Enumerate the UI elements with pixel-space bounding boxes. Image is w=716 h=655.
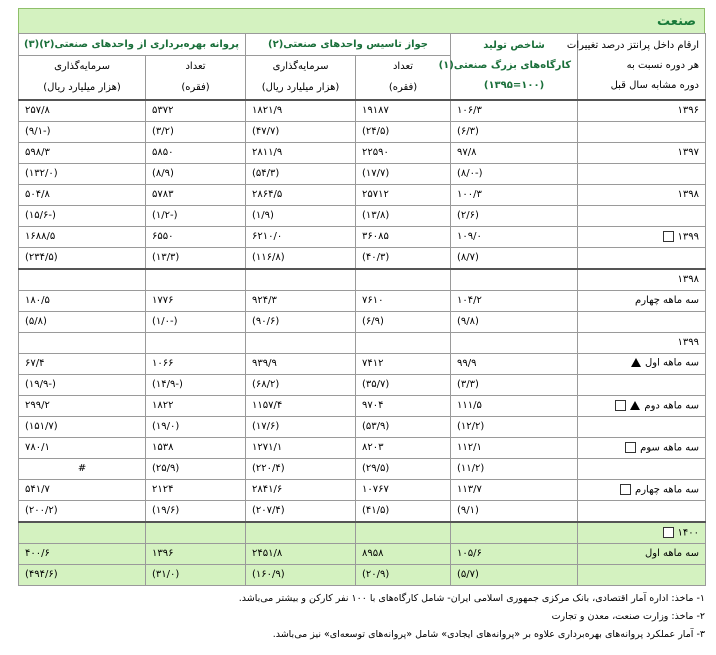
cell-production-index: (۸/۷) [451, 247, 578, 269]
cell-est-investment: ۶۲۱۰/۰ [246, 226, 356, 247]
cell-est-investment: ۲۸۴۱/۶ [246, 479, 356, 500]
cell-op-count: (۳/۲) [146, 121, 246, 142]
row-label [578, 395, 706, 416]
cell-production-index [451, 522, 578, 544]
row-label-text: سه ماهه سوم [640, 442, 700, 454]
cell-op-count: (۲۵/۹) [146, 458, 246, 479]
cell-op-investment: # [19, 458, 146, 479]
cell-production-index: ۱۰۶/۳ [451, 100, 578, 122]
row-label-text: سه ماهه اول [645, 547, 700, 559]
table-row [19, 479, 706, 500]
cell-est-investment: (۱/۹) [246, 205, 356, 226]
row-label [578, 353, 706, 374]
cell-op-count: (۳۱/۰) [146, 564, 246, 585]
percent-change-row [19, 564, 706, 585]
cell-op-count: ۵۸۵۰ [146, 142, 246, 163]
cell-est-investment [246, 522, 356, 544]
row-label [578, 247, 706, 269]
cell-est-investment: (۵۴/۳) [246, 163, 356, 184]
year-row [19, 269, 706, 291]
cell-est-count: (۱۷/۷) [356, 163, 451, 184]
cell-est-count: ۹۷۰۴ [356, 395, 451, 416]
header-pi-line2: کارگاه‌های بزرگ صنعتی(۱) [438, 60, 572, 72]
cell-est-investment: (۱۶۰/۹) [246, 564, 356, 585]
cell-op-investment: ۶۷/۴ [19, 353, 146, 374]
cell-est-count: (۲۹/۵) [356, 458, 451, 479]
row-label [578, 543, 706, 564]
table-row [19, 437, 706, 458]
checkbox-square-icon [615, 400, 626, 411]
cell-est-investment: ۹۳۹/۹ [246, 353, 356, 374]
row-label [578, 332, 706, 353]
cell-op-investment: ۷۸۰/۱ [19, 437, 146, 458]
header-pi-line1: شاخص تولید [483, 40, 545, 52]
row-label-text: سه ماهه دوم [644, 400, 700, 412]
cell-production-index [451, 332, 578, 353]
table-row [19, 543, 706, 564]
cell-est-investment: (۲۰۷/۴) [246, 500, 356, 522]
cell-op-count: ۱۸۲۲ [146, 395, 246, 416]
cell-op-investment: ۴۰۰/۶ [19, 543, 146, 564]
header-op-count: تعداد [146, 56, 246, 78]
cell-est-investment [246, 269, 356, 291]
cell-op-count: ۱۰۶۶ [146, 353, 246, 374]
cell-production-index: ۹۹/۹ [451, 353, 578, 374]
cell-op-investment [19, 269, 146, 291]
cell-est-count [356, 332, 451, 353]
cell-production-index: (۹/۱) [451, 500, 578, 522]
row-label [578, 311, 706, 332]
row-label-text: سه ماهه چهارم [635, 294, 700, 306]
row-label [578, 522, 706, 544]
cell-est-count: (۱۳/۸) [356, 205, 451, 226]
header-operation-permits: پروانه بهره‌برداری از واحدهای صنعتی(۲)(۳) [19, 34, 246, 56]
percent-change-row [19, 458, 706, 479]
cell-op-count: ۵۷۸۳ [146, 184, 246, 205]
cell-production-index: ۱۰۴/۲ [451, 290, 578, 311]
footnote-1: ۱- ماخذ: اداره آمار اقتصادی، بانک مرکزی جمهوری اسلامی ایران- شامل کارگاه‌های با ۱۰۰ نفر کارکن و بیشتر می‌باشد. [238, 593, 705, 604]
row-label [578, 121, 706, 142]
table-row [19, 184, 706, 205]
cell-op-investment: (۲۳۴/۵) [19, 247, 146, 269]
cell-op-count: ۱۵۳۸ [146, 437, 246, 458]
header-est-count: تعداد [356, 56, 451, 78]
row-label [578, 205, 706, 226]
header-row-label-line2: هر دوره نسبت به [626, 60, 700, 72]
row-label [578, 500, 706, 522]
cell-op-count [146, 522, 246, 544]
table-body [19, 100, 706, 586]
cell-est-investment: (۱۱۶/۸) [246, 247, 356, 269]
row-label-text: ۱۳۹۸ [677, 273, 700, 285]
cell-est-investment: ۲۴۵۱/۸ [246, 543, 356, 564]
cell-est-count: (۶/۹) [356, 311, 451, 332]
checkbox-square-icon [625, 442, 636, 453]
cell-op-count: (۱۹/۰) [146, 416, 246, 437]
cell-op-investment: (۴۹۴/۶) [19, 564, 146, 585]
row-label [578, 184, 706, 205]
year-row [19, 332, 706, 353]
cell-est-investment: (۹۰/۶) [246, 311, 356, 332]
cell-op-count: (۸/۹) [146, 163, 246, 184]
cell-est-investment: ۱۱۵۷/۴ [246, 395, 356, 416]
triangle-icon [631, 358, 641, 367]
cell-production-index: (۲/۶) [451, 205, 578, 226]
percent-change-row [19, 416, 706, 437]
header-establishment-permits: جواز تاسیس واحدهای صنعتی(۲) [246, 34, 451, 56]
cell-est-count: ۸۲۰۳ [356, 437, 451, 458]
row-label [578, 479, 706, 500]
checkbox-square-icon [663, 231, 674, 242]
header-pi-line3: (۱۰۰=۱۳۹۵) [483, 80, 545, 92]
cell-op-investment: ۲۹۹/۲ [19, 395, 146, 416]
percent-change-row [19, 500, 706, 522]
header-op-investment-unit: (هزار میلیارد ریال) [19, 78, 146, 100]
cell-est-count: ۲۲۵۹۰ [356, 142, 451, 163]
table-title: صنعت [18, 8, 705, 33]
cell-op-investment: (۲۰۰/۲) [19, 500, 146, 522]
row-label-text: ۱۳۹۸ [677, 188, 700, 200]
row-label [578, 163, 706, 184]
cell-est-investment: ۲۸۶۴/۵ [246, 184, 356, 205]
cell-production-index: (۹/۸) [451, 311, 578, 332]
cell-op-investment: (-۹/۱) [19, 121, 146, 142]
cell-production-index: ۱۱۱/۵ [451, 395, 578, 416]
cell-production-index: (۱۱/۲) [451, 458, 578, 479]
cell-op-investment: ۱۸۰/۵ [19, 290, 146, 311]
cell-est-investment: ۲۸۱۱/۹ [246, 142, 356, 163]
cell-production-index [451, 269, 578, 291]
cell-est-count: (۲۰/۹) [356, 564, 451, 585]
header-est-count-unit: (فقره) [356, 78, 451, 100]
cell-op-count: ۵۳۷۲ [146, 100, 246, 122]
cell-est-count: (۳۵/۷) [356, 374, 451, 395]
header-est-investment-unit: (هزار میلیارد ریال) [246, 78, 356, 100]
row-label [578, 416, 706, 437]
row-label-text: ۱۳۹۹ [677, 336, 700, 348]
cell-est-count [356, 269, 451, 291]
cell-production-index: (۶/۳) [451, 121, 578, 142]
cell-op-investment: ۵۴۱/۷ [19, 479, 146, 500]
cell-production-index: ۱۰۵/۶ [451, 543, 578, 564]
cell-op-count: (۱۳/۳) [146, 247, 246, 269]
table-row [19, 395, 706, 416]
cell-production-index: (۳/۳) [451, 374, 578, 395]
cell-op-investment: (۵/۸) [19, 311, 146, 332]
header-row-label [566, 34, 706, 100]
header-production-index [438, 34, 578, 100]
row-label [578, 142, 706, 163]
cell-est-count: (۲۴/۵) [356, 121, 451, 142]
cell-op-count: ۱۷۷۶ [146, 290, 246, 311]
header-row-label-line1: ارقام داخل پرانتز درصد تغییرات [566, 40, 700, 52]
cell-est-count: ۷۶۱۰ [356, 290, 451, 311]
table-row [19, 290, 706, 311]
cell-est-count: ۲۵۷۱۲ [356, 184, 451, 205]
cell-production-index: ۱۰۰/۳ [451, 184, 578, 205]
cell-production-index: ۱۱۳/۷ [451, 479, 578, 500]
row-label-text: سه ماهه اول [645, 357, 700, 369]
cell-est-investment: ۱۸۲۱/۹ [246, 100, 356, 122]
cell-est-count: (۴۰/۳) [356, 247, 451, 269]
percent-change-row [19, 311, 706, 332]
triangle-icon [630, 401, 640, 410]
row-label [578, 564, 706, 585]
cell-op-count [146, 332, 246, 353]
cell-est-investment [246, 332, 356, 353]
cell-op-count: ۶۵۵۰ [146, 226, 246, 247]
cell-est-count: ۸۹۵۸ [356, 543, 451, 564]
row-label-text: سه ماهه چهارم [635, 484, 700, 496]
cell-est-count: (۵۳/۹) [356, 416, 451, 437]
cell-est-count: (۴۱/۵) [356, 500, 451, 522]
cell-est-count [356, 522, 451, 544]
cell-op-investment: (-۱۹/۹) [19, 374, 146, 395]
footnote-3: ۳- آمار عملکرد پروانه‌های بهره‌برداری علاوه بر «پروانه‌های ایجادی» شامل «پروانه‌های توسعه‌ای» نیز می‌باشد. [272, 629, 705, 640]
checkbox-square-icon [663, 527, 674, 538]
industry-table [18, 33, 706, 586]
cell-est-investment: (۶۸/۲) [246, 374, 356, 395]
cell-op-investment: (۱۳۲/۰) [19, 163, 146, 184]
year-row [19, 522, 706, 544]
row-label-text: ۱۳۹۹ [677, 231, 700, 243]
row-label [578, 226, 706, 247]
percent-change-row [19, 163, 706, 184]
cell-op-count: (-۱۴/۹) [146, 374, 246, 395]
cell-op-investment: (-۱۵/۶) [19, 205, 146, 226]
cell-op-count: ۲۱۲۴ [146, 479, 246, 500]
cell-est-investment: (۴۷/۷) [246, 121, 356, 142]
row-label [578, 290, 706, 311]
cell-production-index: (-۸/۰) [451, 163, 578, 184]
cell-op-investment [19, 522, 146, 544]
row-label [578, 437, 706, 458]
cell-production-index: (۱۲/۲) [451, 416, 578, 437]
percent-change-row [19, 205, 706, 226]
industry-table-container [18, 8, 705, 586]
cell-op-investment: ۵۰۴/۸ [19, 184, 146, 205]
row-label [578, 269, 706, 291]
cell-op-investment: ۲۵۷/۸ [19, 100, 146, 122]
cell-op-investment: (۱۵۱/۷) [19, 416, 146, 437]
cell-op-count: (۱۹/۶) [146, 500, 246, 522]
cell-est-investment: ۹۲۴/۳ [246, 290, 356, 311]
checkbox-square-icon [620, 484, 631, 495]
cell-est-investment: ۱۲۷۱/۱ [246, 437, 356, 458]
percent-change-row [19, 121, 706, 142]
cell-op-investment: ۵۹۸/۳ [19, 142, 146, 163]
cell-op-investment [19, 332, 146, 353]
cell-production-index: ۱۰۹/۰ [451, 226, 578, 247]
cell-est-count: ۷۴۱۲ [356, 353, 451, 374]
footnotes [18, 590, 705, 644]
header-row-label-line3: دوره مشابه سال قبل [610, 80, 700, 92]
cell-production-index: (۵/۷) [451, 564, 578, 585]
row-label [578, 458, 706, 479]
cell-est-count: ۳۶۰۸۵ [356, 226, 451, 247]
footnote-2: ۲- ماخذ: وزارت صنعت، معدن و تجارت [551, 611, 705, 622]
row-label-text: ۱۴۰۰ [677, 527, 700, 539]
row-label-text: ۱۳۹۶ [677, 104, 700, 116]
row-label-text: ۱۳۹۷ [677, 146, 700, 158]
header-op-count-unit: (فقره) [146, 78, 246, 100]
table-row [19, 142, 706, 163]
table-row [19, 100, 706, 122]
table-row [19, 353, 706, 374]
cell-est-count: ۱۰۷۶۷ [356, 479, 451, 500]
percent-change-row [19, 247, 706, 269]
table-row [19, 226, 706, 247]
cell-op-count: (-۱/۰) [146, 311, 246, 332]
cell-op-count: (-۱/۲) [146, 205, 246, 226]
cell-op-investment: ۱۶۸۸/۵ [19, 226, 146, 247]
cell-est-count: ۱۹۱۸۷ [356, 100, 451, 122]
cell-production-index: ۹۷/۸ [451, 142, 578, 163]
row-label [578, 100, 706, 122]
row-label [578, 374, 706, 395]
cell-est-investment: (۱۷/۶) [246, 416, 356, 437]
cell-op-count: ۱۳۹۶ [146, 543, 246, 564]
cell-est-investment: (۲۲۰/۴) [246, 458, 356, 479]
header-op-investment: سرمایه‌گذاری [19, 56, 146, 78]
header-est-investment: سرمایه‌گذاری [246, 56, 356, 78]
cell-production-index: ۱۱۲/۱ [451, 437, 578, 458]
cell-op-count [146, 269, 246, 291]
percent-change-row [19, 374, 706, 395]
